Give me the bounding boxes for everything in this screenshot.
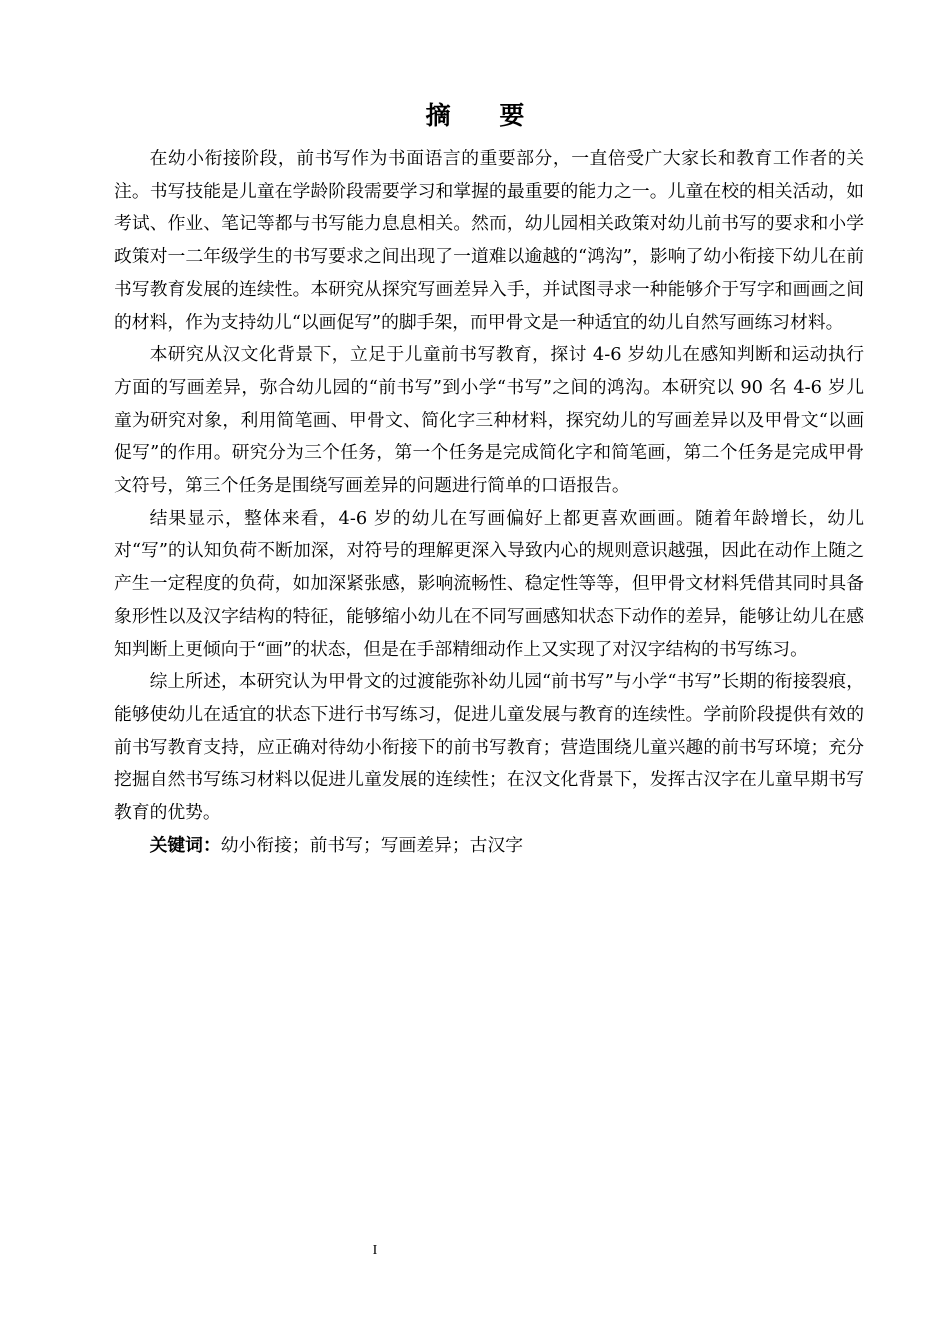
abstract-body (114, 143, 864, 862)
keywords-line (114, 830, 864, 863)
page-number: I (372, 1243, 378, 1258)
abstract-paragraph-4: 综上所述，本研究认为甲骨文的过渡能弥补幼儿园“前书写”与小学“书写”长期的衔接裂痕，能够使幼儿在适宜的状态下进行书写练习，促进儿童发展与教育的连续性。学前阶段提供有效的前书写教育支持，应正确对待幼小衔接下的前书写教育；营造围绕儿童兴趣的前书写环境；充分挖掘自然书写练习材料以促进儿童发展的连续性；在汉文化背景下，发挥古汉字在儿童早期书写教育的优势。 (114, 671, 864, 824)
keywords-value: 幼小衔接；前书写；写画差异；古汉字 (220, 834, 524, 856)
keywords-label: 关键词： (149, 834, 221, 856)
abstract-paragraph-3: 结果显示，整体来看，4-6 岁的幼儿在写画偏好上都更喜欢画画。随着年龄增长，幼儿对“写”的认知负荷不断加深，对符号的理解更深入导致内心的规则意识越强，因此在动作上随之产生一定程度的负荷，如加深紧张感，影响流畅性、稳定性等等，但甲骨文材料凭借其同时具备象形性以及汉字结构的特征，能够缩小幼儿在不同写画感知状态下动作的差异，能够让幼儿在感知判断上更倾向于“画”的状态，但是在手部精细动作上又实现了对汉字结构的书写练习。 (114, 507, 864, 660)
abstract-paragraph-1: 在幼小衔接阶段，前书写作为书面语言的重要部分，一直倍受广大家长和教育工作者的关注。书写技能是儿童在学龄阶段需要学习和掌握的最重要的能力之一。儿童在校的相关活动，如考试、作业、笔记等都与书写能力息息相关。然而，幼儿园相关政策对幼儿前书写的要求和小学政策对一二年级学生的书写要求之间出现了一道难以逾越的“鸿沟”，影响了幼小衔接下幼儿在前书写教育发展的连续性。本研究从探究写画差异入手，并试图寻求一种能够介于写字和画画之间的材料，作为支持幼儿“以画促写”的脚手架，而甲骨文是一种适宜的幼儿自然写画练习材料。 (114, 148, 864, 333)
abstract-paragraph-2: 本研究从汉文化背景下，立足于儿童前书写教育，探讨 4-6 岁幼儿在感知判断和运动执行方面的写画差异，弥合幼儿园的“前书写”到小学“书写”之间的鸿沟。本研究以 90 名 4-6 岁儿童为研究对象，利用简笔画、甲骨文、简化字三种材料，探究幼儿的写画差异以及甲骨文“以画促写”的作用。研究分为三个任务，第一个任务是完成简化字和简笔画，第二个任务是完成甲骨文符号，第三个任务是围绕写画差异的问题进行简单的口语报告。 (114, 344, 864, 497)
page-title: 摘 要 (425, 101, 545, 130)
